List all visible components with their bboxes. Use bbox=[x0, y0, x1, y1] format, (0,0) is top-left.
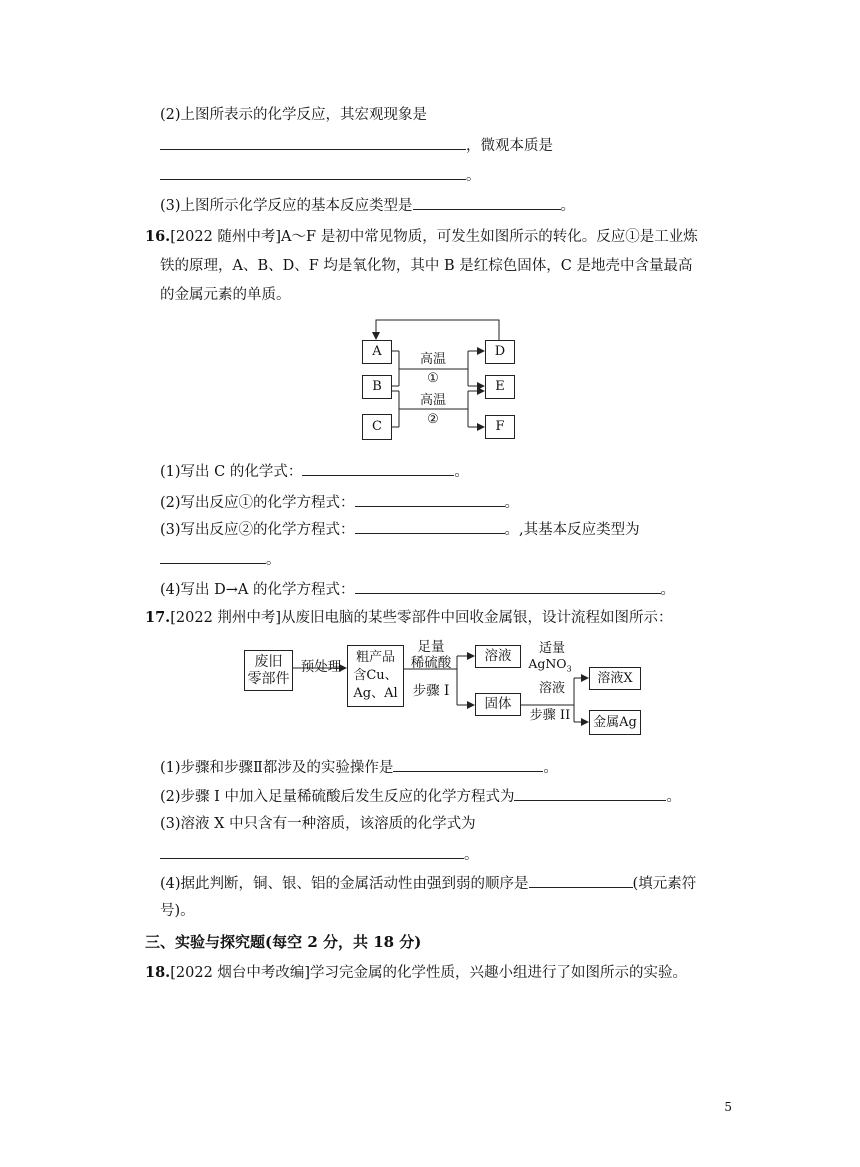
page-number: 5 bbox=[724, 1100, 732, 1114]
q16-stem-line3: 的金属元素的单质。 bbox=[160, 287, 291, 303]
reaction1-mark: ① bbox=[427, 371, 439, 386]
q16-part4: (4)写出 D→A 的化学方程式： 。 bbox=[160, 582, 676, 598]
answer-blank[interactable] bbox=[529, 874, 633, 888]
agno3-formula-label: AgNO$_3$ bbox=[528, 656, 572, 674]
answer-blank[interactable] bbox=[393, 758, 543, 772]
q16-part3-line2: 。 bbox=[160, 550, 281, 569]
step1-label: 步骤 I bbox=[412, 683, 450, 699]
q15-part2-line2: ，微观本质是 bbox=[160, 136, 553, 155]
q16-stem-line2: 铁的原理，A、B、D、F 均是氧化物，其中 B 是红棕色固体，C 是地壳中含量最高 bbox=[160, 258, 693, 274]
q16-part2: (2)写出反应①的化学方程式： 。 bbox=[160, 495, 520, 511]
q17-part3-line2: 。 bbox=[160, 845, 479, 864]
reaction2-mark: ② bbox=[427, 412, 439, 427]
box-e: E bbox=[485, 375, 515, 399]
box-a: A bbox=[362, 340, 392, 364]
box-crude-product: 粗产品 含Cu、 Ag、Al bbox=[347, 645, 404, 707]
agno3-amount-label: 适量 bbox=[538, 641, 565, 656]
q17-part4: (4)据此判断，铜、银、铝的金属活动性由强到弱的顺序是 (填元素符 bbox=[160, 876, 697, 892]
box-solution: 溶液 bbox=[475, 645, 521, 668]
q16-part3: (3)写出反应②的化学方程式： 。,其基本反应类型为 bbox=[160, 522, 640, 538]
reaction2-condition: 高温 bbox=[419, 393, 446, 408]
q17-part2: (2)步骤 I 中加入足量稀硫酸后发生反应的化学方程式为 。 bbox=[160, 789, 681, 805]
box-silver: 金属Ag bbox=[589, 710, 641, 735]
q16-part1: (1)写出 C 的化学式： 。 bbox=[160, 464, 469, 480]
box-waste-parts: 废旧 零部件 bbox=[244, 650, 293, 691]
acid-name-label: 稀硫酸 bbox=[410, 655, 452, 671]
box-solid: 固体 bbox=[475, 693, 521, 716]
q15-part2-line3: 。 bbox=[160, 166, 481, 185]
reaction1-condition: 高温 bbox=[419, 352, 446, 367]
q17-stem: 17.[2022 荆州中考]从废旧电脑的某些零部件中回收金属银，设计流程如图所示： bbox=[145, 609, 673, 626]
step2-label: 步骤 II bbox=[529, 708, 571, 723]
acid-amount-label: 足量 bbox=[417, 639, 445, 655]
q16-stem-line1: 16.[2022 随州中考]A～F 是初中常见物质，可发生如图所示的转化。反应①是工业炼 bbox=[145, 228, 698, 245]
box-c: C bbox=[362, 414, 392, 440]
q17-part1: (1)步骤和步骤Ⅱ都涉及的实验操作是 。 bbox=[160, 760, 558, 776]
section3-title: 三、实验与探究题(每空 2 分，共 18 分) bbox=[145, 933, 422, 951]
answer-blank[interactable] bbox=[514, 787, 666, 801]
box-b: B bbox=[362, 375, 392, 399]
q17-part4-line2: 号)。 bbox=[160, 903, 195, 919]
agno3-solution-label: 溶液 bbox=[538, 681, 565, 696]
q15-part2-line1: (2)上图所表示的化学反应，其宏观现象是 bbox=[160, 107, 428, 123]
answer-blank[interactable] bbox=[160, 845, 464, 859]
pretreatment-label: 预处理 bbox=[300, 659, 342, 675]
q17-part3: (3)溶液 X 中只含有一种溶质，该溶质的化学式为 bbox=[160, 816, 476, 832]
box-solution-x: 溶液X bbox=[589, 667, 641, 690]
box-d: D bbox=[485, 340, 515, 364]
q15-part3: (3)上图所示化学反应的基本反应类型是 。 bbox=[160, 198, 576, 214]
box-f: F bbox=[485, 415, 515, 439]
q18-stem: 18.[2022 烟台中考改编]学习完金属的化学性质，兴趣小组进行了如图所示的实验。 bbox=[145, 964, 688, 981]
